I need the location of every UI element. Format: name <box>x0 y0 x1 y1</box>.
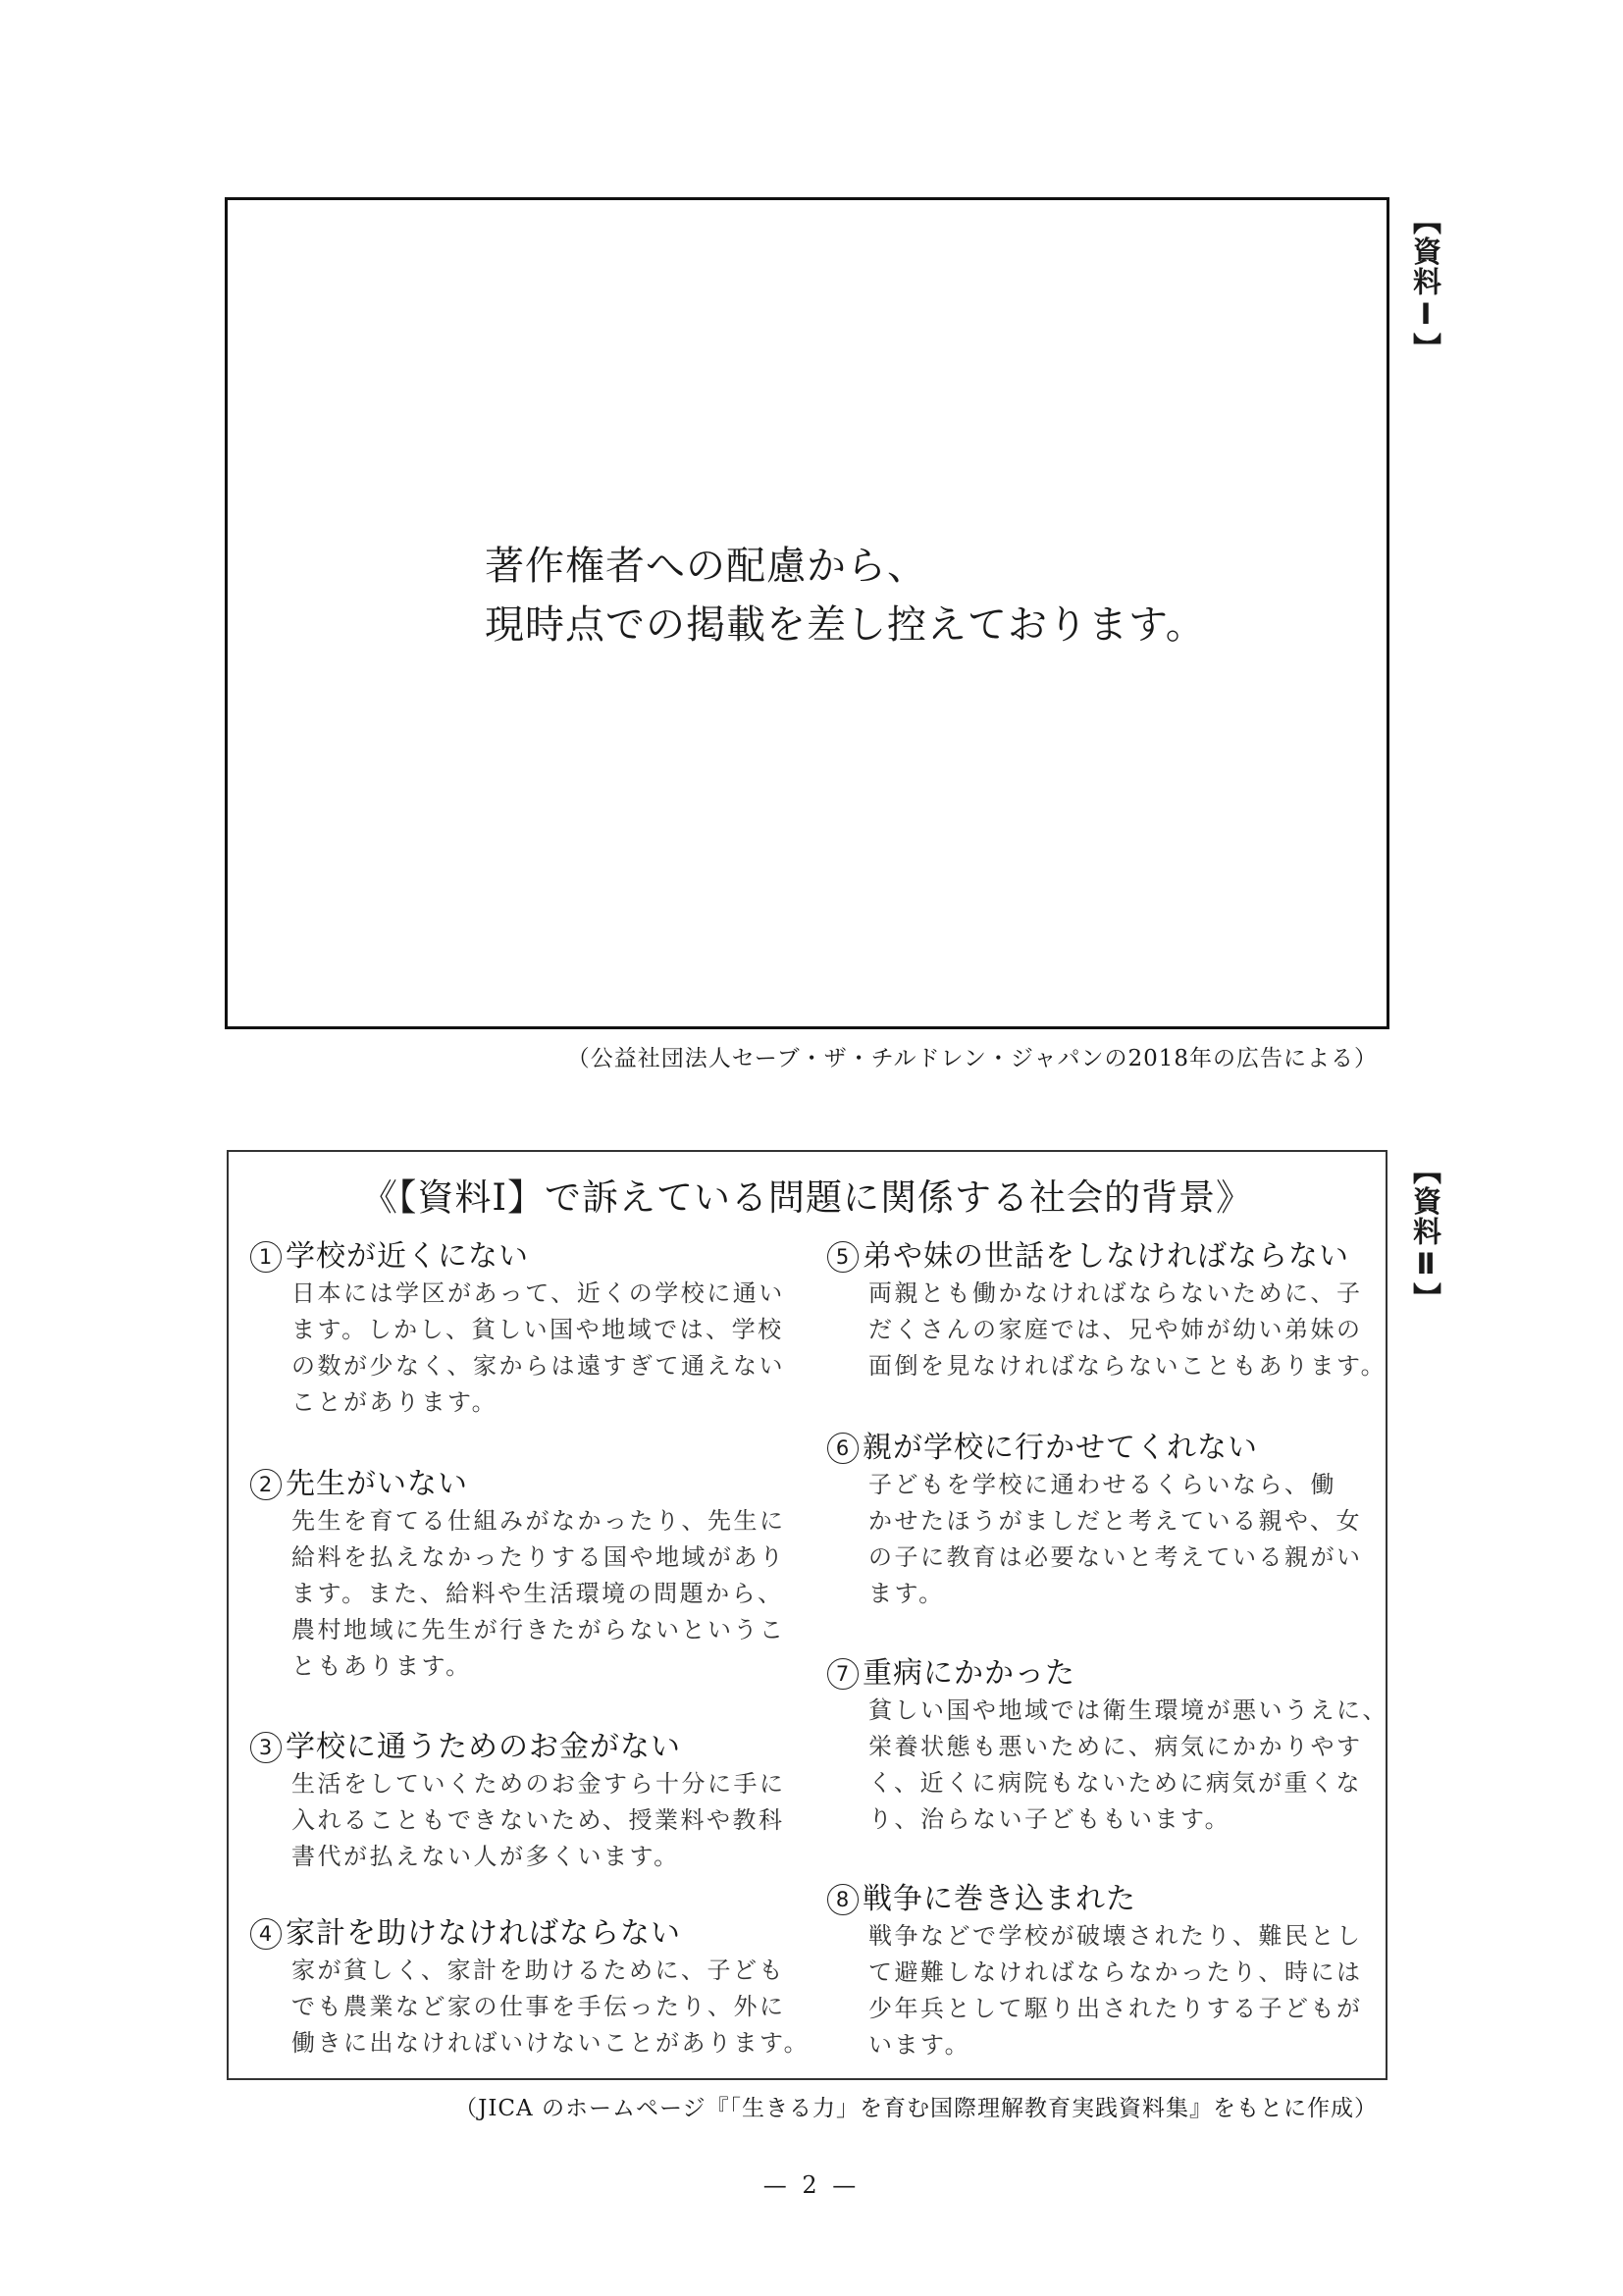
item-body: 家が貧しく、家計を助けるために、子ども でも農業など家の仕事を手伝ったり、外に 働きに出なければいけないことがあります。 <box>291 1957 811 2057</box>
item-heading: 家計を助けなければならない <box>286 1916 681 1951</box>
item-body: 子どもを学校に通わせるくらいなら、働 かせたほうがましだと考えている親や、女 の子に教育は必要ないと考えている親がい ます。 <box>868 1471 1363 1607</box>
item-heading: 弟や妹の世話をしなければならない <box>863 1239 1349 1274</box>
list-item <box>827 1655 1388 1838</box>
item-body: 日本には学区があって、近くの学校に通い ます。しかし、貧しい国や地域では、学校 の数が少なく、家からは遠すぎて通えない ことがあります。 <box>291 1279 786 1416</box>
material-1-caption: （公益社団法人セーブ・ザ・チルドレン・ジャパンの2018年の広告による） <box>566 1046 1378 1071</box>
list-item <box>250 1729 786 1875</box>
page-number: — 2 — <box>762 2171 861 2199</box>
item-heading: 学校に通うためのお金がない <box>286 1730 681 1764</box>
item-body: 戦争などで学校が破壊されたり、難民とし て避難しなければならなかったり、時には 少年兵として駆り出されたりする子どもが います。 <box>868 1922 1363 2059</box>
number-badge: 2 <box>250 1469 282 1500</box>
number-badge: 7 <box>827 1658 859 1690</box>
item-body: 生活をしていくためのお金すら十分に手に 入れることもできないため、授業料や教科 書代が払えない人が多くいます。 <box>291 1770 786 1870</box>
item-heading: 親が学校に行かせてくれない <box>863 1431 1258 1465</box>
number-badge: 1 <box>250 1241 282 1273</box>
list-item <box>827 1238 1387 1384</box>
item-body: 両親とも働かなければならないために、子 だくさんの家庭では、兄や姉が幼い弟妹の 面倒を見なければならないこともあります。 <box>868 1279 1387 1380</box>
notice-line-2: 現時点での掲載を差し控えております。 <box>485 602 1206 648</box>
item-heading: 学校が近くにない <box>286 1239 529 1274</box>
number-badge: 3 <box>250 1732 282 1763</box>
number-badge: 8 <box>827 1884 859 1915</box>
item-body: 先生を育てる仕組みがなかったり、先生に 給料を払えなかったりする国や地域があり ます。また、給料や生活環境の問題から、 農村地域に先生が行きたがらないというこ ともあります。 <box>291 1507 786 1680</box>
item-heading: 重病にかかった <box>863 1656 1075 1691</box>
material-2-title: 《【資料Ⅰ】で訴えている問題に関係する社会的背景》 <box>360 1176 1254 1219</box>
list-item <box>250 1238 785 1421</box>
material-2-caption: （JICA のホームページ『「生きる力」を育む国際理解教育実践資料集』をもとに作成） <box>454 2096 1378 2121</box>
item-heading: 先生がいない <box>286 1467 468 1501</box>
copyright-notice <box>228 537 1387 654</box>
number-badge: 5 <box>827 1241 859 1273</box>
number-badge: 4 <box>250 1918 282 1950</box>
number-badge: 6 <box>827 1433 859 1464</box>
material-1-frame <box>225 197 1389 1029</box>
list-item <box>250 1466 786 1685</box>
material-2-frame <box>227 1150 1387 2080</box>
list-item <box>827 1881 1363 2063</box>
material-1-label: 【資料Ⅰ】 <box>1409 206 1442 363</box>
list-item <box>827 1430 1363 1612</box>
item-body: 貧しい国や地域では衛生環境が悪いうえに、 栄養状態も悪いために、病気にかかりやす く、近くに病院もないために病気が重くな り、治らない子どももいます。 <box>868 1696 1388 1833</box>
notice-line-1: 著作権者への配慮から、 <box>485 544 927 589</box>
material-2-label: 【資料Ⅱ】 <box>1409 1156 1442 1313</box>
list-item <box>250 1915 810 2061</box>
item-heading: 戦争に巻き込まれた <box>863 1882 1136 1916</box>
